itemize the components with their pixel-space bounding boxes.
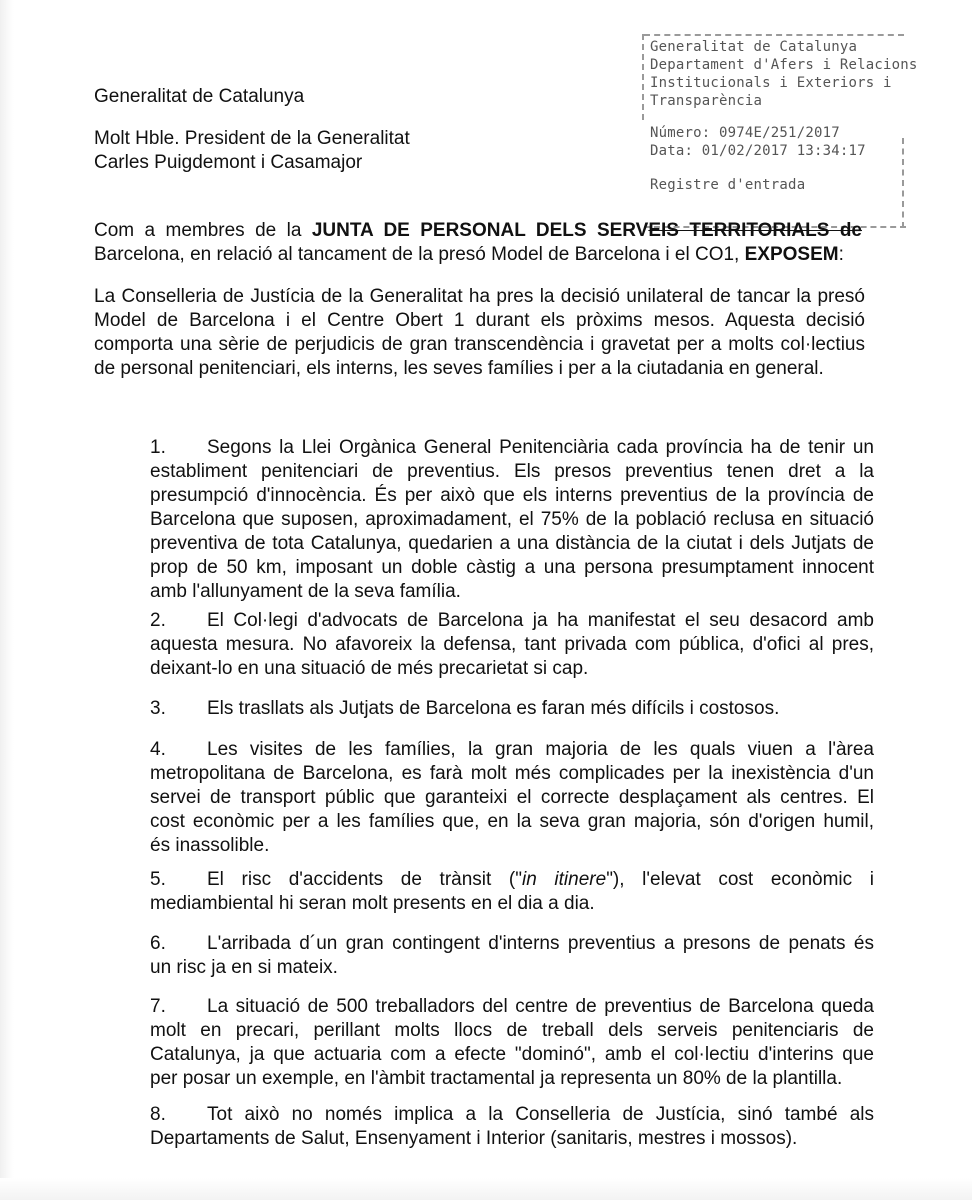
- item-text: cost econòmic per a les famílies que, en la seva gran majoria, són d'origen humil,: [150, 811, 874, 832]
- item-text: Departaments de Salut, Ensenyament i Interior (sanitaris, mestres i mossos).: [150, 1128, 798, 1149]
- stamp-registre: Registre d'entrada: [650, 177, 806, 193]
- item-number: 7.: [150, 996, 166, 1017]
- stamp-top-border: [644, 34, 904, 36]
- item-number: 2.: [150, 610, 166, 631]
- struck-text: EIS TERRITORIALS de: [648, 220, 862, 241]
- item-text: presumpció d'innocència. És per això que els interns preventius de la província de: [150, 485, 874, 506]
- scan-edge-shadow: [0, 0, 14, 1200]
- intro-line-2-text: Barcelona, en relació al tancament de la presó Model de Barcelona i el CO1,: [94, 244, 740, 265]
- item-italic-text: in itinere: [522, 869, 607, 890]
- item-3-line-1: [150, 697, 874, 721]
- item-4-line-1: [150, 738, 874, 762]
- item-text: Tot això no només implica a la Conselleria de Justícia, sinó també als: [207, 1104, 874, 1125]
- context-paragraph: [94, 285, 865, 381]
- stamp-org: Generalitat de Catalunya: [650, 39, 858, 55]
- stamp-right-border: [902, 138, 904, 228]
- registry-stamp: [650, 38, 920, 194]
- item-text: molt en precari, perillant molts llocs de treball dels serveis penitenciaris de: [150, 1020, 874, 1041]
- item-text: és inassolible.: [150, 835, 270, 856]
- item-text: preventiva de tota Catalunya, quedarien a una distància de la ciutat i dels Jutjats de: [150, 533, 874, 554]
- item-number: 8.: [150, 1104, 166, 1125]
- item-text: amb l'allunyament de la seva família.: [150, 581, 461, 602]
- item-number: 1.: [150, 437, 166, 458]
- stamp-number: Número: 0974E/251/2017: [650, 125, 840, 141]
- junta-name: JUNTA DE PERSONAL DELS SERV: [311, 220, 649, 241]
- item-8-line-1: [150, 1103, 874, 1127]
- item-text: servei de transport públic que garanteixi el correcte desplaçament als centres. El: [150, 787, 874, 808]
- list-item-5: [150, 868, 874, 916]
- scan-bottom-shadow: [0, 1178, 972, 1200]
- list-item-8: [150, 1103, 874, 1151]
- item-7-line-1: [150, 995, 874, 1019]
- item-text: Segons la Llei Orgànica General Penitenciària cada província ha de tenir un: [207, 437, 874, 458]
- item-number: 3.: [150, 698, 166, 719]
- list-item-1: [150, 436, 874, 604]
- item-text: metropolitana de Barcelona, es farà molt més complicades per la inexistència d'un: [150, 763, 874, 784]
- list-item-6: [150, 932, 874, 980]
- item-text: La situació de 500 treballadors del centre de preventius de Barcelona queda: [207, 996, 874, 1017]
- stamp-date: Data: 01/02/2017 13:34:17: [650, 143, 866, 159]
- item-text: per posar un exemple, en l'àmbit tractamental ja representa un 80% de la plantilla.: [150, 1068, 843, 1089]
- item-text: "), l'elevat cost econòmic i: [606, 869, 874, 890]
- intro-pre: Com a membres de la: [94, 220, 302, 241]
- context-line-1: La Conselleria de Justícia de la Generalitat ha pres la decisió unilateral de tancar la presó: [94, 286, 865, 307]
- item-text: Els trasllats als Jutjats de Barcelona es faran més difícils i costosos.: [207, 698, 780, 719]
- item-text: Les visites de les famílies, la gran majoria de les quals viuen a l'àrea: [207, 739, 874, 760]
- item-text: un risc ja en si mateix.: [150, 957, 338, 978]
- item-text: Catalunya, ja que actuaria com a efecte "dominó", amb el col·lectiu d'interins que: [150, 1044, 874, 1065]
- intro-line-1: [94, 219, 862, 243]
- item-text: El risc d'accidents de trànsit (": [207, 869, 523, 890]
- list-item-2: [150, 609, 874, 681]
- header-org: Generalitat de Catalunya: [94, 86, 305, 107]
- stamp-department: Departament d'Afers i Relacions: [650, 57, 918, 73]
- item-1-line-1: [150, 436, 874, 460]
- stamp-department-cont: Institucionals i Exteriors i: [650, 75, 892, 91]
- item-text: L'arribada d´un gran contingent d'interns preventius a presons de penats és: [207, 933, 874, 954]
- item-number: 5.: [150, 869, 166, 890]
- item-number: 4.: [150, 739, 166, 760]
- stamp-left-border: [642, 34, 644, 120]
- stamp-department-end: Transparència: [650, 93, 763, 109]
- context-line-3: comporta una sèrie de perjudicis de gran transcendència i gravetat per a molts col·lectius: [94, 334, 865, 355]
- intro-paragraph: [94, 219, 862, 267]
- list-item-7: [150, 995, 874, 1091]
- item-text: aquesta mesura. No afavoreix la defensa, tant privada com pública, d'ofici al pres,: [150, 634, 874, 655]
- item-text: El Col·legi d'advocats de Barcelona ja ha manifestat el seu desacord amb: [207, 610, 874, 631]
- list-item-4: [150, 738, 874, 858]
- intro-colon: :: [838, 244, 844, 265]
- recipient-name: Carles Puigdemont i Casamajor: [94, 152, 363, 173]
- context-line-2: Model de Barcelona i el Centre Obert 1 durant els pròxims mesos. Aquesta decisió: [94, 310, 865, 331]
- item-2-line-1: [150, 609, 874, 633]
- context-line-4: de personal penitenciari, els interns, les seves famílies i per a la ciutadania en general.: [94, 358, 824, 379]
- item-text: mediambiental hi seran molt presents en el dia a dia.: [150, 893, 595, 914]
- item-6-line-1: [150, 932, 874, 956]
- item-5-line-1: [150, 868, 874, 892]
- exposem-label: EXPOSEM: [744, 244, 839, 265]
- item-text: Barcelona que suposen, aproximadament, el 75% de la població reclusa en situació: [150, 509, 874, 530]
- intro-line-2: [94, 243, 862, 267]
- item-text: deixant-lo en una situació de més precarietat si cap.: [150, 658, 589, 679]
- item-text: prop de 50 km, imposant un doble càstig a una persona presumptament innocent: [150, 557, 874, 578]
- list-item-3: [150, 697, 874, 721]
- item-text: establiment penitenciari de preventius. Els presos preventius tenen dret a la: [150, 461, 874, 482]
- recipient-title: Molt Hble. President de la Generalitat: [94, 128, 410, 149]
- item-number: 6.: [150, 933, 166, 954]
